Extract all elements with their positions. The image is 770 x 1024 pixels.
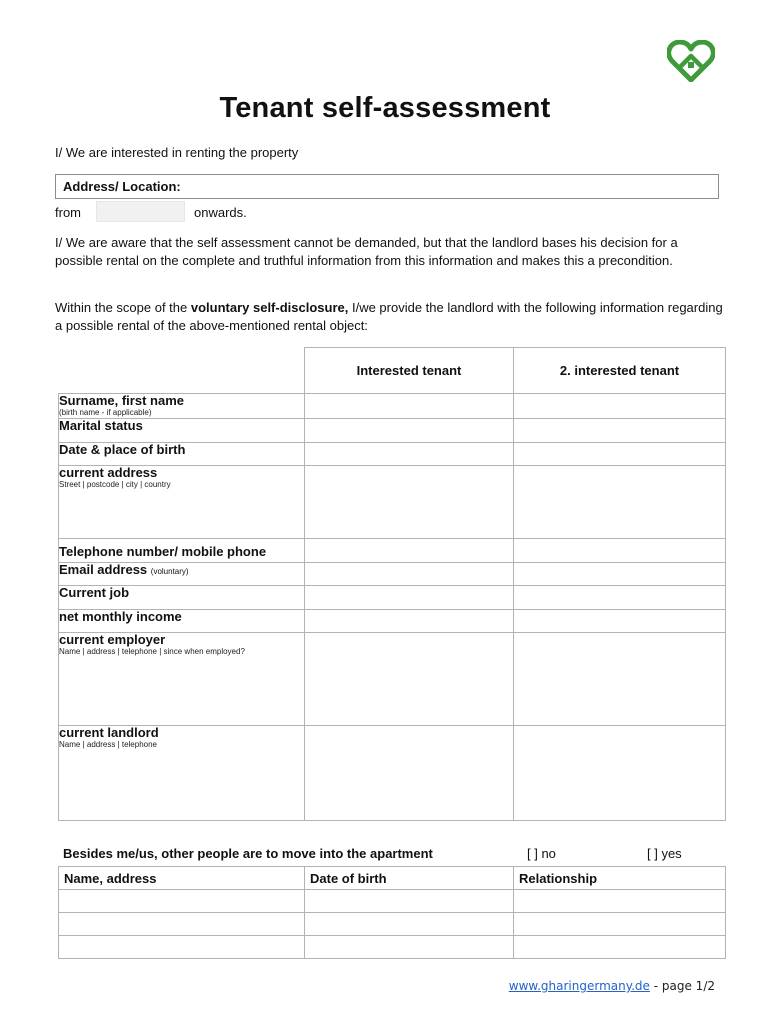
occupant-3-relationship-field[interactable] — [514, 936, 726, 959]
column-header-date-of-birth: Date of birth — [305, 867, 514, 890]
onwards-label: onwards. — [194, 205, 247, 220]
website-link[interactable]: www.gharingermany.de — [508, 979, 650, 993]
occupant-2-name-field[interactable] — [59, 913, 305, 936]
interest-statement: I/ We are interested in renting the property — [55, 145, 299, 160]
employer-field-tenant-1[interactable] — [305, 633, 514, 726]
income-field-tenant-2[interactable] — [514, 610, 726, 633]
income-field-tenant-1[interactable] — [305, 610, 514, 633]
scope-statement — [55, 299, 725, 335]
other-occupants-yes-checkbox[interactable]: [ ] yes — [647, 846, 682, 861]
row-label-text: current landlord — [59, 725, 159, 740]
email-field-tenant-2[interactable] — [514, 563, 726, 586]
column-header-tenant-2: 2. interested tenant — [514, 348, 726, 394]
landlord-field-tenant-2[interactable] — [514, 726, 726, 821]
from-label: from — [55, 205, 81, 220]
header-blank-cell — [59, 348, 305, 394]
row-label-birth — [59, 443, 305, 466]
row-label-marital-status — [59, 419, 305, 443]
row-label-text: Marital status — [59, 418, 143, 433]
occupant-2-birth-field[interactable] — [305, 913, 514, 936]
row-label-text: Surname, first name — [59, 393, 184, 408]
column-header-name-address: Name, address — [59, 867, 305, 890]
scope-text-end: I/we provide the landlord with the following information regarding a possible rental of the above-mentioned rental object: — [55, 300, 723, 333]
row-label-employer — [59, 633, 305, 726]
row-label-text: current address — [59, 465, 158, 480]
email-label-text: Email address — [59, 562, 148, 577]
occupant-1-birth-field[interactable] — [305, 890, 514, 913]
row-label-text: net monthly income — [59, 609, 182, 624]
address-field-tenant-1[interactable] — [305, 466, 514, 539]
telephone-field-tenant-1[interactable] — [305, 539, 514, 563]
row-label-email — [59, 563, 305, 586]
address-location-field[interactable] — [55, 174, 719, 199]
row-sublabel-text: Name | address | telephone — [59, 740, 157, 749]
surname-field-tenant-2[interactable] — [514, 394, 726, 419]
row-sublabel-text: Street | postcode | city | country — [59, 480, 171, 489]
from-date-field[interactable] — [96, 201, 185, 222]
row-sublabel-text: Name | address | telephone | since when employed? — [59, 647, 245, 656]
marital-status-field-tenant-2[interactable] — [514, 419, 726, 443]
row-label-current-job — [59, 586, 305, 610]
page-footer — [509, 979, 715, 993]
occupant-3-name-field[interactable] — [59, 936, 305, 959]
row-label-income — [59, 610, 305, 633]
row-label-text: current employer — [59, 632, 166, 647]
address-location-label: Address/ Location: — [63, 179, 181, 194]
tenant-info-table — [58, 347, 726, 821]
other-occupants-question: Besides me/us, other people are to move into the apartment — [63, 846, 433, 861]
scope-text-start: Within the scope of the — [55, 300, 191, 315]
awareness-statement: I/ We are aware that the self assessment cannot be demanded, but that the landlord bases his decision for a possible rental on the complete and truthful information from this information and makes this a precondition. — [55, 235, 678, 268]
row-label-text: Date & place of birth — [59, 442, 186, 457]
occupant-3-birth-field[interactable] — [305, 936, 514, 959]
row-label-telephone — [59, 539, 305, 563]
email-voluntary-note: (voluntary) — [150, 567, 189, 576]
heart-house-logo-icon — [667, 40, 715, 82]
row-label-current-address — [59, 466, 305, 539]
job-field-tenant-2[interactable] — [514, 586, 726, 610]
other-occupants-table — [58, 866, 726, 959]
other-occupants-no-checkbox[interactable]: [ ] no — [527, 846, 556, 861]
birth-field-tenant-2[interactable] — [514, 443, 726, 466]
email-field-tenant-1[interactable] — [305, 563, 514, 586]
row-label-landlord — [59, 726, 305, 821]
column-header-relationship: Relationship — [514, 867, 726, 890]
employer-field-tenant-2[interactable] — [514, 633, 726, 726]
page-number: - page 1/2 — [649, 979, 715, 993]
scope-text-bold: voluntary self-disclosure, — [190, 300, 349, 315]
landlord-field-tenant-1[interactable] — [305, 726, 514, 821]
telephone-field-tenant-2[interactable] — [514, 539, 726, 563]
occupant-2-relationship-field[interactable] — [514, 913, 726, 936]
birth-field-tenant-1[interactable] — [305, 443, 514, 466]
marital-status-field-tenant-1[interactable] — [305, 419, 514, 443]
row-label-text — [59, 563, 304, 579]
row-label-text: Current job — [59, 585, 130, 600]
occupant-1-relationship-field[interactable] — [514, 890, 726, 913]
page-title: Tenant self-assessment — [219, 92, 551, 124]
row-sublabel-text: (birth name - if applicable) — [59, 408, 152, 417]
surname-field-tenant-1[interactable] — [305, 394, 514, 419]
row-label-text: Telephone number/ mobile phone — [59, 544, 267, 559]
job-field-tenant-1[interactable] — [305, 586, 514, 610]
occupant-1-name-field[interactable] — [59, 890, 305, 913]
column-header-tenant-1: Interested tenant — [305, 348, 514, 394]
address-field-tenant-2[interactable] — [514, 466, 726, 539]
row-label-surname — [59, 394, 305, 419]
